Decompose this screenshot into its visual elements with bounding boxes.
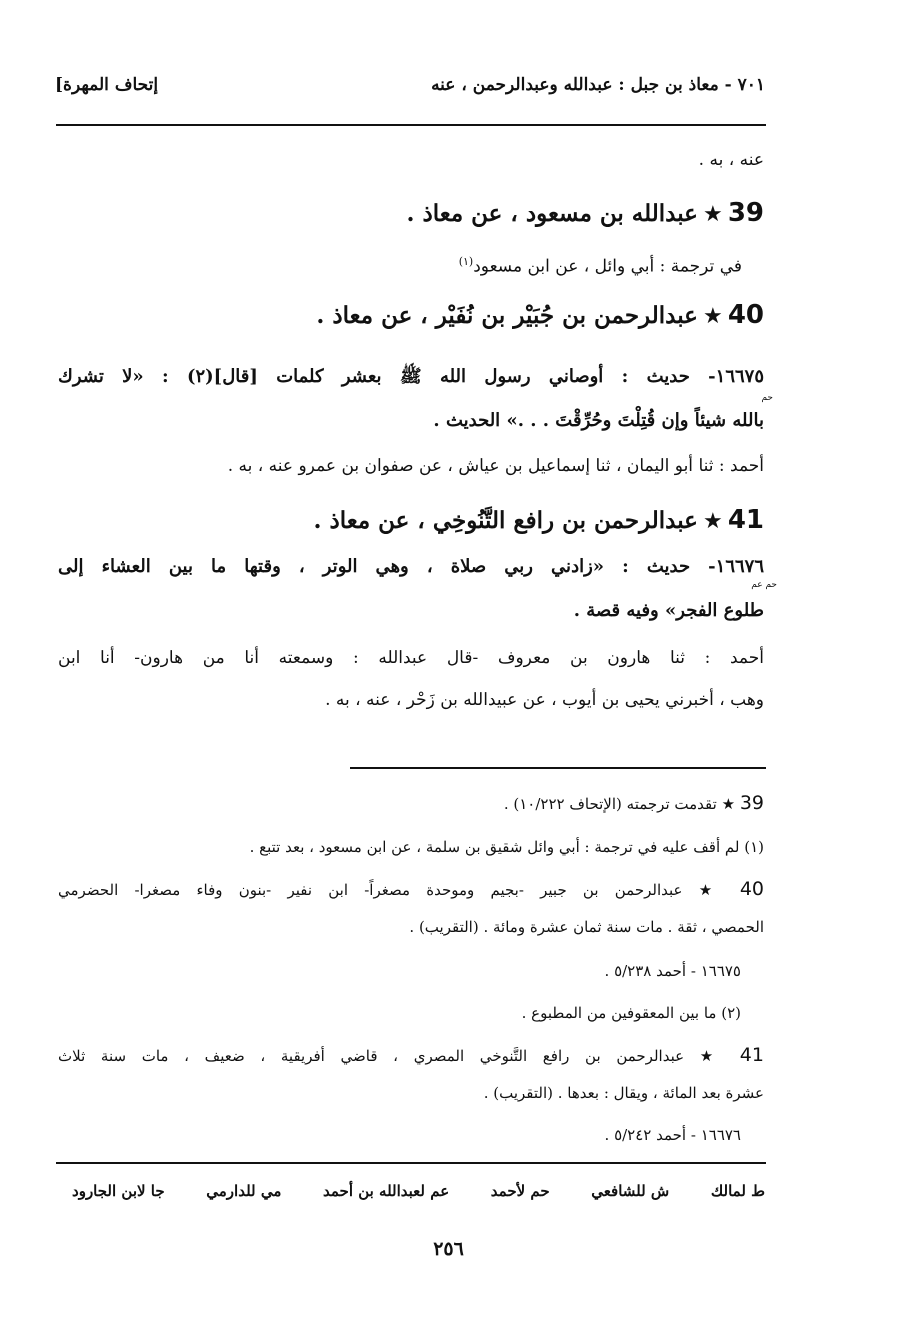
legend-item: عم لعبدالله بن أحمد <box>323 1182 450 1200</box>
hadith-16675-isnad: أحمد : ثنا أبو اليمان ، ثنا إسماعيل بن عياش ، عن صفوان بن عمرو عنه ، به . <box>227 456 764 476</box>
footnote-text: تقدمت ترجمته (الإتحاف ١٠/٢٢٢) . <box>503 795 717 813</box>
hadith-16676-isnad-line1: أحمد : ثنا هارون بن معروف -قال عبدالله : وسمعته أنا من هارون- أنا ابن <box>58 648 764 668</box>
legend-rule <box>56 1162 766 1164</box>
legend-item: حم لأحمد <box>490 1182 550 1200</box>
star-icon: ★ <box>698 881 724 899</box>
entry-heading: عبدالرحمن بن رافع التَّنُوخِي ، عن معاذ . <box>313 507 698 534</box>
legend-item: جا لابن الجارود <box>72 1182 165 1200</box>
running-header-book: [إتحاف المهرة <box>55 75 159 95</box>
footnote-16676: ١٦٦٧٦ - أحمد ٥/٢٤٢ . <box>604 1126 741 1144</box>
footnote-ref: (١) <box>458 255 474 268</box>
entry-number: 41 <box>727 505 764 535</box>
footnote-41-line2: عشرة بعد المائة ، ويقال : بعدها . (التقريب) . <box>483 1084 764 1102</box>
header-rule <box>56 124 766 126</box>
footnote-2: (٢) ما بين المعقوفين من المطبوع . <box>521 1004 741 1022</box>
footnote-text: عبدالرحمن بن رافع التَّنوخي المصري ، قاضي أفريقية ، ضعيف ، مات سنة ثلاث <box>58 1047 685 1065</box>
footnote-number: 41 <box>739 1044 764 1066</box>
star-icon: ★ <box>699 1047 725 1065</box>
hadith-16676-line2: طلوع الفجر» وفيه قصة . <box>573 600 764 621</box>
entry-number: 39 <box>727 198 764 228</box>
star-icon: ★ <box>721 795 736 813</box>
hadith-16676-isnad-line2: وهب ، أخبرني يحيى بن أيوب ، عن عبيدالله بن زَحْر ، عنه ، به . <box>325 690 764 710</box>
running-header-title: ٧٠١ - معاذ بن جبل : عبدالله وعبدالرحمن ، عنه <box>431 75 765 95</box>
carryover-text: عنه ، به . <box>698 150 764 170</box>
footnote-41-line1 <box>58 1044 764 1066</box>
entry-heading: عبدالله بن مسعود ، عن معاذ . <box>406 200 698 227</box>
legend-item: ط لمالك <box>710 1182 765 1200</box>
footnote-40-line2: الحمصي ، ثقة . مات سنة ثمان عشرة ومائة . (التقريب) . <box>409 918 764 936</box>
hadith-16676-line1: ١٦٦٧٦- حديث : «زادني ربي صلاة ، وهي الوتر ، وقتها ما بين العشاء إلى <box>58 556 764 577</box>
footnote-number: 40 <box>739 878 764 900</box>
hadith-16675-line2: بالله شيئاً وإن قُتِلْتَ وحُرِّقْتَ . . .» الحديث . <box>433 410 764 431</box>
footnote-text: عبدالرحمن بن جبير -بجيم وموحدة مصغراً- ابن نفير -بنون وفاء مصغرا- الحضرمي <box>58 881 683 899</box>
entry-number: 40 <box>727 300 764 330</box>
footnote-39 <box>504 792 764 814</box>
footnote-40-line1 <box>58 878 764 900</box>
legend-item: مي للدارمي <box>206 1182 282 1200</box>
legend-item: ش للشافعي <box>591 1182 670 1200</box>
sigla-legend <box>56 1182 765 1200</box>
sigla-label: حم عم <box>751 580 777 590</box>
note-text: في ترجمة : أبي وائل ، عن ابن مسعود <box>473 256 742 277</box>
star-icon: ★ <box>702 304 723 329</box>
footnote-1: (١) لم أقف عليه في ترجمة : أبي وائل شقيق بن سلمة ، عن ابن مسعود ، بعد تتبع . <box>249 838 764 856</box>
page-number: ٢٥٦ <box>433 1238 464 1260</box>
footnote-separator <box>350 767 766 769</box>
star-icon: ★ <box>702 509 723 534</box>
entry-39-note <box>459 255 742 277</box>
star-icon: ★ <box>702 202 723 227</box>
hadith-16675-line1: ١٦٦٧٥- حديث : أوصاني رسول الله ﷺ بعشر كلمات [قال](٢) : «لا تشرك <box>58 366 764 387</box>
sigla-label: حم <box>761 393 773 403</box>
footnote-number: 39 <box>739 792 764 814</box>
footnote-16675: ١٦٦٧٥ - أحمد ٥/٢٣٨ . <box>604 962 741 980</box>
entry-40 <box>316 300 764 330</box>
entry-heading: عبدالرحمن بن جُبَيْر بن نُفَيْر ، عن معاذ . <box>316 302 698 329</box>
entry-41 <box>313 505 764 535</box>
entry-39 <box>406 198 764 228</box>
